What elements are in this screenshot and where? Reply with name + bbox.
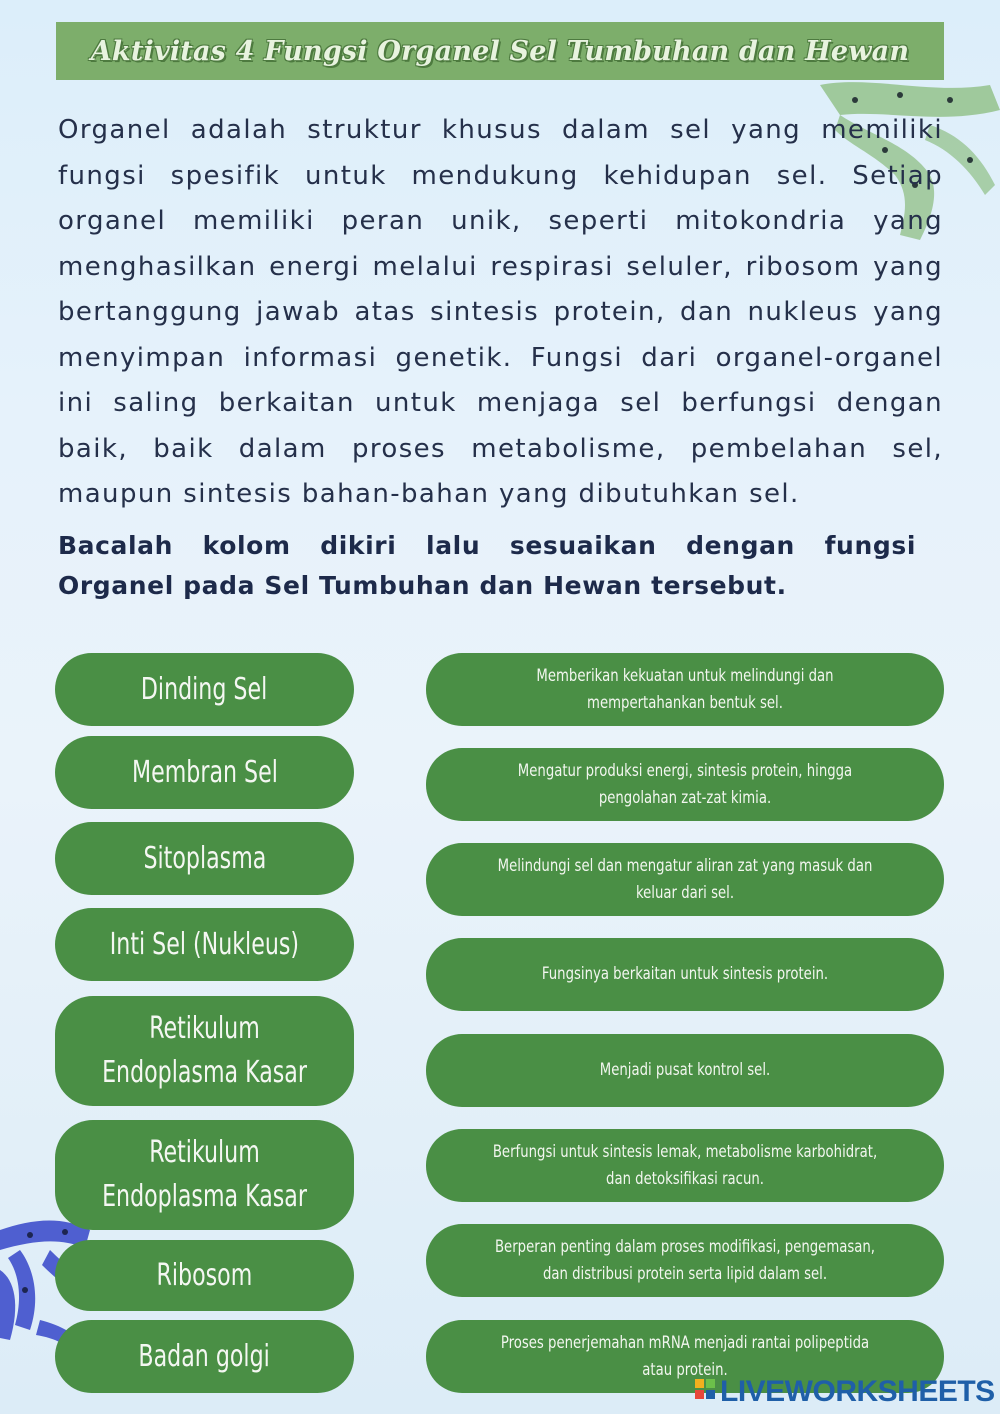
function-item[interactable] xyxy=(426,1224,944,1297)
instruction-text: Bacalah kolom dikiri lalu sesuaikan dengan fungsi Organel pada Sel Tumbuhan dan Hewan tersebut. xyxy=(58,531,916,600)
organelle-label: Retikulum Endoplasma Kasar xyxy=(102,1011,307,1090)
organelle-item[interactable] xyxy=(55,653,354,726)
organelle-label: Membran Sel xyxy=(131,754,278,790)
organelle-item[interactable] xyxy=(55,1120,354,1230)
function-label: Fungsinya berkaitan untuk sintesis protein. xyxy=(541,964,829,984)
function-item[interactable] xyxy=(426,1034,944,1107)
organelle-item[interactable] xyxy=(55,822,354,895)
organelle-label: Dinding Sel xyxy=(141,671,268,707)
function-label: Mengatur produksi energi, sintesis protein, hingga pengolahan zat-zat kimia. xyxy=(517,760,853,808)
function-label: Proses penerjemahan mRNA menjadi rantai polipeptida atau protein. xyxy=(500,1332,870,1380)
organelle-label: Sitoplasma xyxy=(143,840,266,876)
organelle-item[interactable] xyxy=(55,736,354,809)
title-banner xyxy=(56,22,944,80)
function-item[interactable] xyxy=(426,653,944,726)
function-label: Memberikan kekuatan untuk melindungi dan mempertahankan bentuk sel. xyxy=(536,665,834,713)
intro-paragraph: Organel adalah struktur khusus dalam sel yang memiliki fungsi spesifik untuk mendukung kehidupan sel. Setiap organel memiliki peran unik, seperti mitokondria yang menghasilkan energi melalui respirasi seluler, ribosom yang bertanggung jawab atas sintesis protein, dan nukleus yang menyimpan informasi genetik. Fungsi dari organel-organel ini saling berkaitan untuk menjaga sel berfungsi dengan baik, baik dalam proses metabolisme, pembelahan sel, maupun sintesis bahan-bahan yang dibutuhkan sel. xyxy=(58,115,943,509)
function-label: Berfungsi untuk sintesis lemak, metabolisme karbohidrat, dan detoksifikasi racun. xyxy=(492,1141,878,1189)
function-item[interactable] xyxy=(426,938,944,1011)
organelle-label: Inti Sel (Nukleus) xyxy=(109,926,300,962)
organelle-label: Ribosom xyxy=(156,1257,253,1293)
organelle-item[interactable] xyxy=(55,1320,354,1393)
function-label: Menjadi pusat kontrol sel. xyxy=(599,1060,771,1080)
liveworksheets-logo xyxy=(694,1374,995,1410)
function-label: Berperan penting dalam proses modifikasi, pengemasan, dan distribusi protein serta lipid dalam sel. xyxy=(494,1236,876,1284)
page-title: Aktivitas 4 Fungsi Organel Sel Tumbuhan dan Hewan xyxy=(90,35,910,67)
function-item[interactable] xyxy=(426,748,944,821)
function-item[interactable] xyxy=(426,1129,944,1202)
organelle-item[interactable] xyxy=(55,908,354,981)
function-label: Melindungi sel dan mengatur aliran zat yang masuk dan keluar dari sel. xyxy=(497,855,873,903)
organelle-label: Badan golgi xyxy=(138,1338,271,1374)
organelle-item[interactable] xyxy=(55,1240,354,1311)
brand-name: LIVEWORKSHEETS xyxy=(720,1375,995,1408)
function-item[interactable] xyxy=(426,843,944,916)
organelle-label: Retikulum Endoplasma Kasar xyxy=(102,1135,307,1214)
organelle-item[interactable] xyxy=(55,996,354,1106)
logo-icon xyxy=(694,1377,718,1407)
